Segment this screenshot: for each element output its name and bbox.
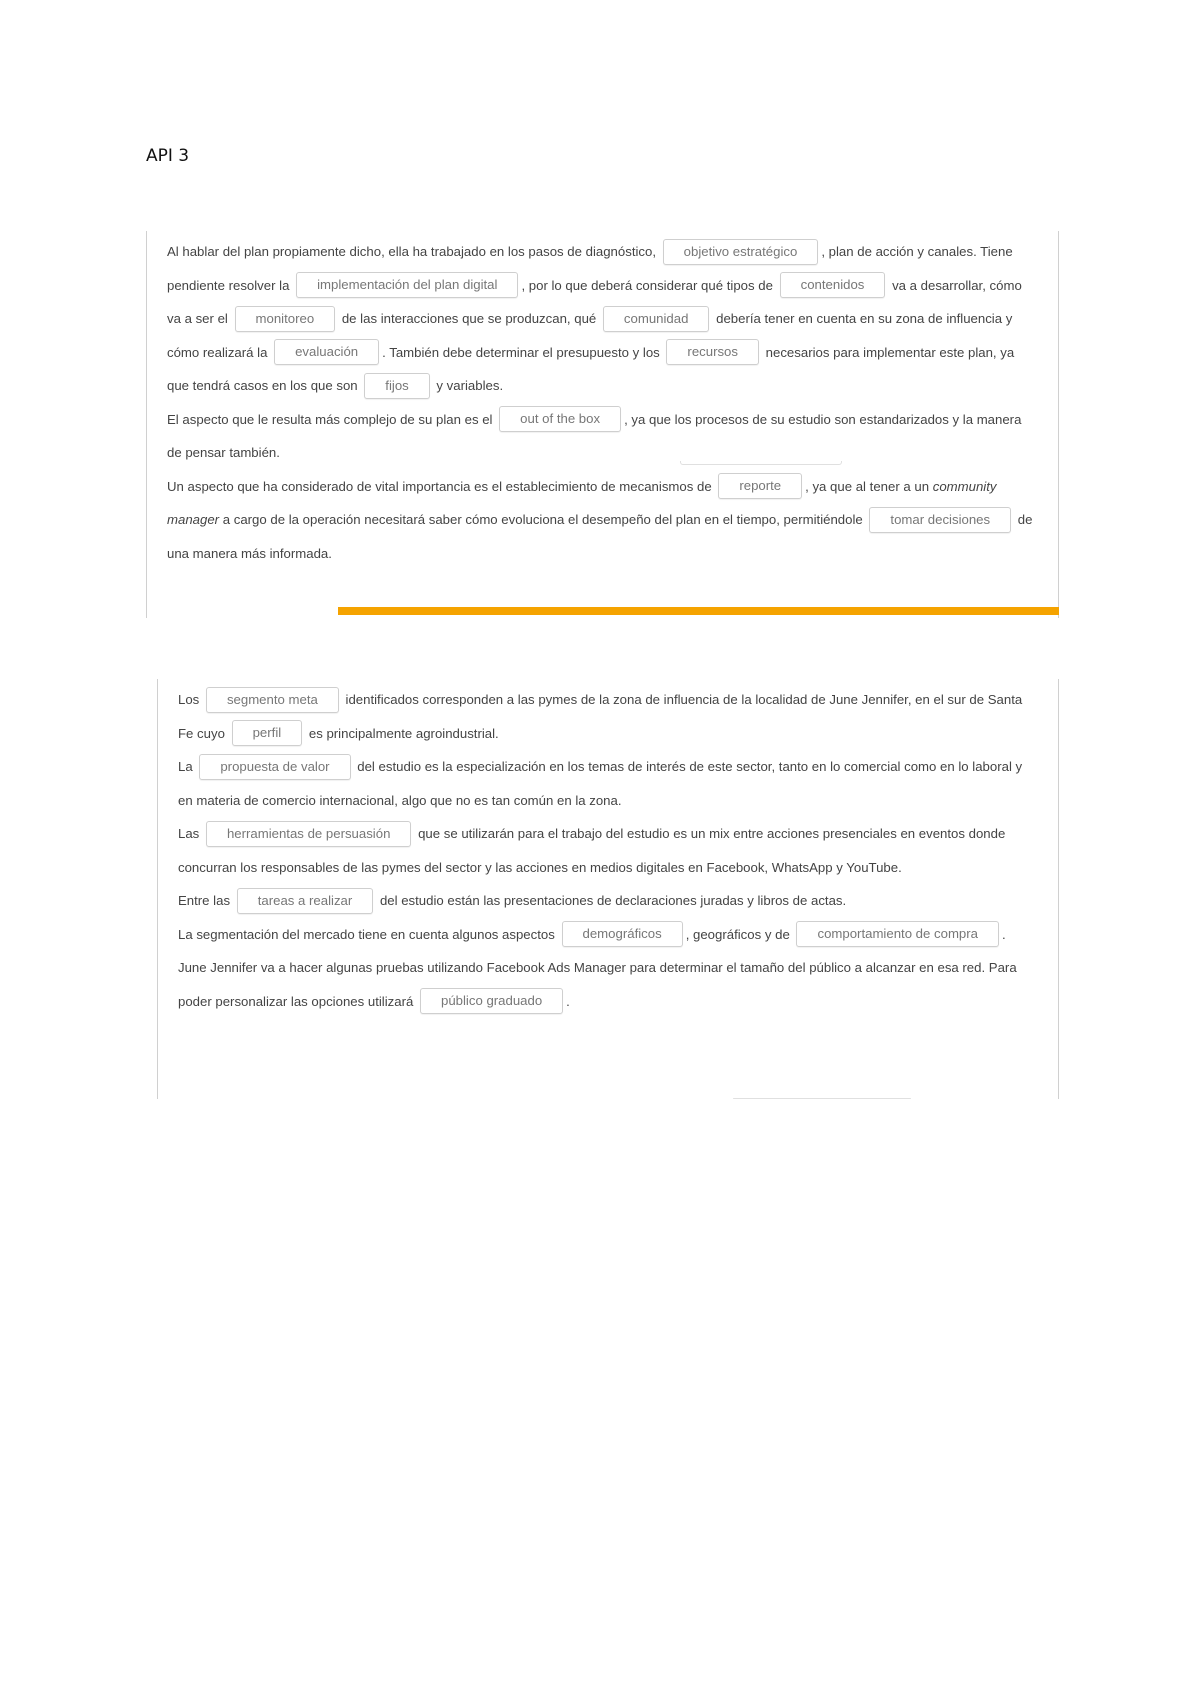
blank-comportamiento-de-compra[interactable]: comportamiento de compra: [796, 921, 999, 947]
text: Las: [178, 826, 200, 841]
paragraph-plan: [167, 235, 1035, 403]
document-title: API 3: [146, 146, 190, 166]
text: Al hablar del plan propiamente dicho, ella ha trabajado en los pasos de diagnóstico,: [167, 244, 656, 259]
text: Un aspecto que ha considerado de vital importancia es el establecimiento de mecanismos de: [167, 478, 712, 494]
text: , por lo que deberá considerar qué tipos de: [521, 277, 773, 293]
paragraph-segmento: [178, 683, 1038, 750]
paragraph-complejo: [167, 403, 1035, 470]
blank-implementacion[interactable]: implementación del plan digital: [296, 272, 518, 298]
text: . También debe determinar el presupuesto y los: [382, 344, 660, 360]
text: y variables.: [436, 378, 504, 393]
paragraph-propuesta: [178, 750, 1038, 817]
text: La segmentación del mercado tiene en cuenta algunos aspectos: [178, 926, 555, 942]
paragraph-segmentacion: [178, 918, 1038, 952]
exercise-screenshot-2: [157, 679, 1059, 1099]
blank-evaluacion[interactable]: evaluación: [274, 339, 379, 365]
text: Los: [178, 692, 200, 707]
blank-objetivo-estrategico[interactable]: objetivo estratégico: [663, 239, 819, 265]
text: La: [178, 759, 193, 774]
text: es principalmente agroindustrial.: [308, 725, 499, 741]
blank-tareas-a-realizar[interactable]: tareas a realizar: [237, 888, 374, 914]
text: de las interacciones que se produzcan, qué: [341, 311, 597, 326]
blank-reporte[interactable]: reporte: [718, 473, 802, 499]
text: Entre las: [178, 893, 231, 908]
blank-herramientas-de-persuasion[interactable]: herramientas de persuasión: [206, 821, 411, 847]
paragraph-facebook-ads: [178, 951, 1038, 1018]
blank-demograficos[interactable]: demográficos: [562, 921, 683, 947]
text: debería tener en cuenta en su zona de influencia y cómo realizará la: [167, 311, 1013, 360]
paragraph-reporte: [167, 470, 1035, 571]
blank-propuesta-de-valor[interactable]: propuesta de valor: [199, 754, 350, 780]
blank-perfil[interactable]: perfil: [232, 720, 303, 746]
paragraph-herramientas: [178, 817, 1038, 884]
blank-tomar-decisiones[interactable]: tomar decisiones: [869, 507, 1011, 533]
blank-publico-graduado[interactable]: público graduado: [420, 988, 563, 1014]
text: del estudio es la especialización en los temas de interés de este sector, tanto en lo comercial como en lo laboral y en materia de comercio internacional, algo que no es tan común en la zona.: [178, 759, 1023, 808]
text: .: [1002, 926, 1006, 942]
text: a cargo de la operación necesitará saber cómo evoluciona el desempeño del plan en el tiempo, permitiéndole: [222, 512, 863, 527]
text: va a desarrollar, cómo va a ser el: [167, 277, 1022, 326]
blank-comunidad[interactable]: comunidad: [603, 306, 710, 332]
text-italic: community manager: [167, 478, 997, 527]
blank-monitoreo[interactable]: monitoreo: [235, 306, 336, 332]
text: , ya que los procesos de su estudio son estandarizados y la manera de pensar también.: [167, 411, 1022, 460]
exercise-text-1: [167, 235, 1035, 570]
blank-fijos[interactable]: fijos: [364, 373, 429, 399]
text: June Jennifer va a hacer algunas pruebas utilizando Facebook Ads Manager para determinar el tamaño del público a alcanzar en esa red. Para poder personalizar las opciones utilizará: [178, 960, 1017, 1009]
text: El aspecto que le resulta más complejo de su plan es el: [167, 411, 493, 427]
text: , geográficos y de: [685, 926, 790, 942]
text: .: [566, 993, 570, 1009]
text: que se utilizarán para el trabajo del estudio es un mix entre acciones presenciales en eventos donde concurran los responsables de las pymes del sector y las acciones en medios digitales en Facebook, WhatsApp y YouTube.: [178, 826, 1006, 875]
text: necesarios para implementar este plan, ya que tendrá casos en los que son: [167, 344, 1015, 393]
text: , plan de acción y canales. Tiene pendiente resolver la: [167, 244, 1013, 293]
progress-bar: [338, 607, 1059, 615]
blank-recursos[interactable]: recursos: [666, 339, 759, 365]
paragraph-tareas: [178, 884, 1038, 918]
blank-contenidos[interactable]: contenidos: [780, 272, 886, 298]
text: identificados corresponden a las pymes de la zona de influencia de la localidad de June Jennifer, en el sur de Santa Fe cuyo: [178, 692, 1023, 741]
exercise-text-2: [178, 683, 1038, 1018]
text: del estudio están las presentaciones de declaraciones juradas y libros de actas.: [379, 893, 847, 908]
exercise-screenshot-1: [146, 231, 1059, 618]
blank-out-of-the-box[interactable]: out of the box: [499, 406, 621, 432]
text: , ya que al tener a un: [805, 478, 930, 494]
text: de una manera más informada.: [167, 512, 1033, 561]
next-blank-edge: [733, 1098, 911, 1099]
blank-segmento-meta[interactable]: segmento meta: [206, 687, 339, 713]
